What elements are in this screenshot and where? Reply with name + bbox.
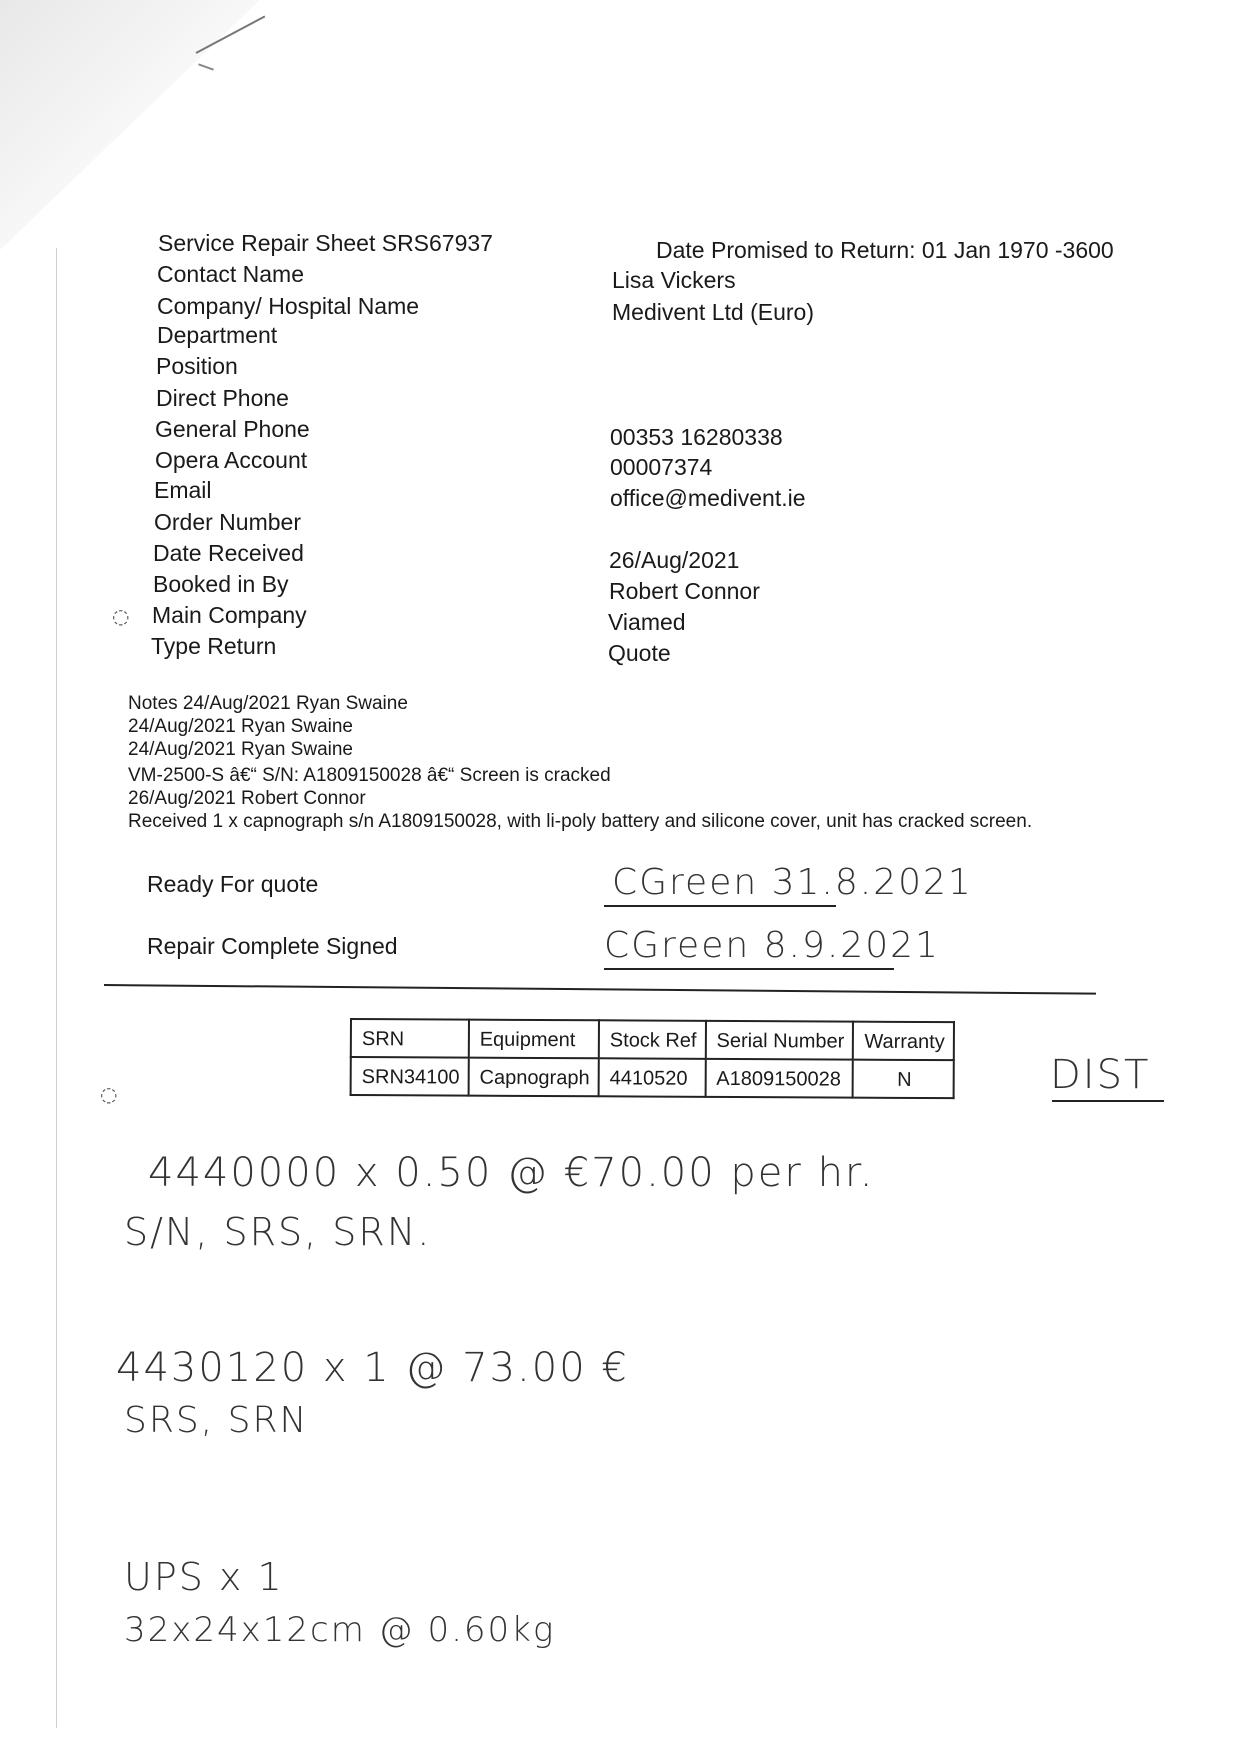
note-line: Received 1 x capnograph s/n A1809150028, with li-poly battery and silicone cover, unit has cracked screen.	[128, 811, 1033, 832]
handwritten-line: SRS, SRN	[124, 1400, 309, 1441]
punch-hole-mark: ◌	[100, 1082, 118, 1106]
label-direct-phone: Direct Phone	[156, 385, 289, 411]
ready-signature: CGreen 31.8.2021	[612, 862, 973, 903]
page-edge	[56, 248, 57, 1728]
equipment-table	[350, 1018, 955, 1099]
label-position: Position	[156, 353, 238, 379]
table-row	[351, 1057, 954, 1098]
sheet-title: Service Repair Sheet SRS67937	[158, 230, 493, 256]
note-line: Notes 24/Aug/2021 Ryan Swaine	[128, 693, 408, 714]
staple-mark	[198, 63, 214, 70]
table-header: Warranty	[853, 1022, 954, 1061]
note-line: 24/Aug/2021 Ryan Swaine	[128, 716, 353, 737]
note-line: 24/Aug/2021 Ryan Swaine	[128, 739, 353, 760]
handwritten-line: 4440000 x 0.50 @ €70.00 per hr.	[148, 1150, 875, 1196]
value-date-received: 26/Aug/2021	[609, 547, 740, 573]
label-booked-in-by: Booked in By	[153, 571, 289, 597]
punch-hole-mark: ◌	[112, 604, 130, 628]
table-cell: SRN34100	[351, 1057, 469, 1096]
ready-signature-line	[604, 905, 836, 907]
handwritten-line: UPS x 1	[124, 1555, 284, 1599]
label-department: Department	[157, 322, 278, 348]
note-line: VM-2500-S â€“ S/N: A1809150028 â€“ Screen is cracked	[128, 765, 611, 786]
section-divider	[104, 984, 1096, 995]
handwritten-line: 4430120 x 1 @ 73.00 €	[116, 1345, 629, 1391]
label-type-return: Type Return	[151, 633, 277, 659]
handwritten-line: S/N, SRS, SRN.	[124, 1210, 432, 1254]
value-type-return: Quote	[608, 640, 671, 666]
table-header: SRN	[351, 1019, 469, 1058]
label-date-received: Date Received	[153, 540, 304, 566]
value-booked-in-by: Robert Connor	[609, 578, 760, 604]
table-header-row	[351, 1019, 954, 1060]
value-opera-account: 00007374	[610, 454, 713, 480]
table-header: Equipment	[469, 1020, 599, 1059]
ready-for-quote-label: Ready For quote	[147, 871, 319, 897]
value-main-company: Viamed	[608, 609, 686, 635]
label-company: Company/ Hospital Name	[157, 293, 420, 319]
date-promised: Date Promised to Return: 01 Jan 1970 -3600	[656, 237, 1114, 263]
handwritten-line: 32x24x12cm @ 0.60kg	[124, 1610, 556, 1650]
dist-underline	[1052, 1100, 1164, 1102]
table-header: Serial Number	[705, 1021, 853, 1060]
label-general-phone: General Phone	[155, 416, 310, 442]
label-opera-account: Opera Account	[155, 447, 308, 473]
value-general-phone: 00353 16280338	[610, 424, 783, 450]
label-order-number: Order Number	[154, 509, 301, 535]
label-email: Email	[154, 477, 212, 503]
value-contact-name: Lisa Vickers	[612, 267, 736, 293]
table-cell: Capnograph	[468, 1058, 598, 1097]
note-line: 26/Aug/2021 Robert Connor	[128, 788, 366, 809]
value-email: office@medivent.ie	[610, 485, 806, 511]
label-contact-name: Contact Name	[157, 261, 305, 287]
repair-complete-label: Repair Complete Signed	[147, 933, 398, 959]
label-main-company: Main Company	[152, 602, 307, 628]
table-cell: 4410520	[599, 1058, 706, 1097]
table-cell: N	[853, 1060, 954, 1099]
notes-block	[128, 692, 1032, 833]
complete-signature-line	[604, 968, 894, 970]
dist-annotation: DIST	[1050, 1052, 1151, 1098]
table-header: Stock Ref	[599, 1020, 706, 1059]
table-cell: A1809150028	[705, 1059, 853, 1098]
value-company: Medivent Ltd (Euro)	[612, 299, 814, 325]
complete-signature: CGreen 8.9.2021	[604, 925, 940, 966]
